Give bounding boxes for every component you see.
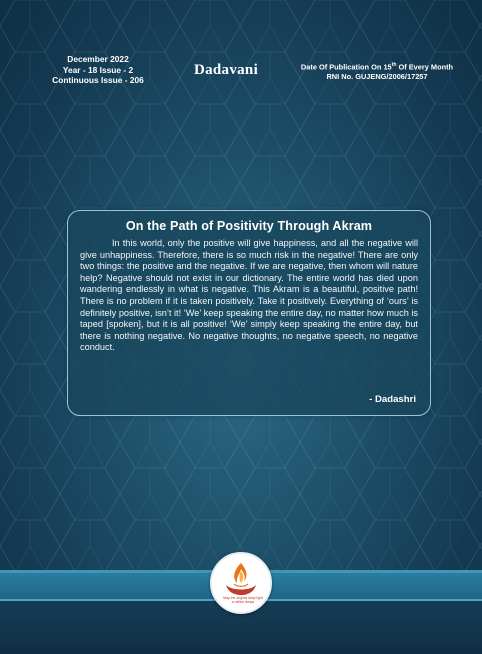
issue-continuous: Continuous Issue - 206 xyxy=(52,75,144,85)
logo-caption xyxy=(218,596,268,604)
logo-caption-line1: May the original lamp light xyxy=(223,596,263,600)
publication-date xyxy=(292,61,462,72)
quote-body: In this world, only the positive will give happiness, and all the negative will give unhappiness. Therefore, there is so much risk in the negative! There are only two things: the positive and the negative. If we are negative, then whom will nature help? Negative should not exist in our dictionary. The entire world has died upon wandering endlessly in what is negative. This Akram is a beautiful, positive path! There is no problem if it is taken positively. Take it positively. Everything of ‘ours’ is definitely positive, isn’t it! ‘We’ keep speaking the entire day, no matter how much is taped [spoken], but it is all positive! ‘We’ simply keep speaking the entire day, but there is nothing negative. No negative thoughts, no negative speech, no negative conduct. xyxy=(80,238,418,353)
issue-year: Year - 18 Issue - 2 xyxy=(62,64,134,75)
logo-caption-line2: a million lamps xyxy=(231,600,255,604)
publication-date-sup: th xyxy=(391,62,397,68)
quote-author: - Dadashri xyxy=(369,394,416,405)
publication-info xyxy=(292,61,462,81)
issue-date: December 2022 xyxy=(67,54,129,64)
header xyxy=(0,0,482,100)
lamp-flame-logo xyxy=(210,552,272,614)
quote-box xyxy=(67,210,431,416)
publication-date-prefix: Date Of Publication On 15 xyxy=(300,62,392,72)
issue-info xyxy=(38,54,158,86)
publication-date-suffix: Of Every Month xyxy=(396,62,454,72)
rni-number: RNI No. GUJENG/2006/17257 xyxy=(326,71,428,81)
quote-title: On the Path of Positivity Through Akram xyxy=(125,219,373,233)
magazine-title: Dadavani xyxy=(193,62,259,78)
